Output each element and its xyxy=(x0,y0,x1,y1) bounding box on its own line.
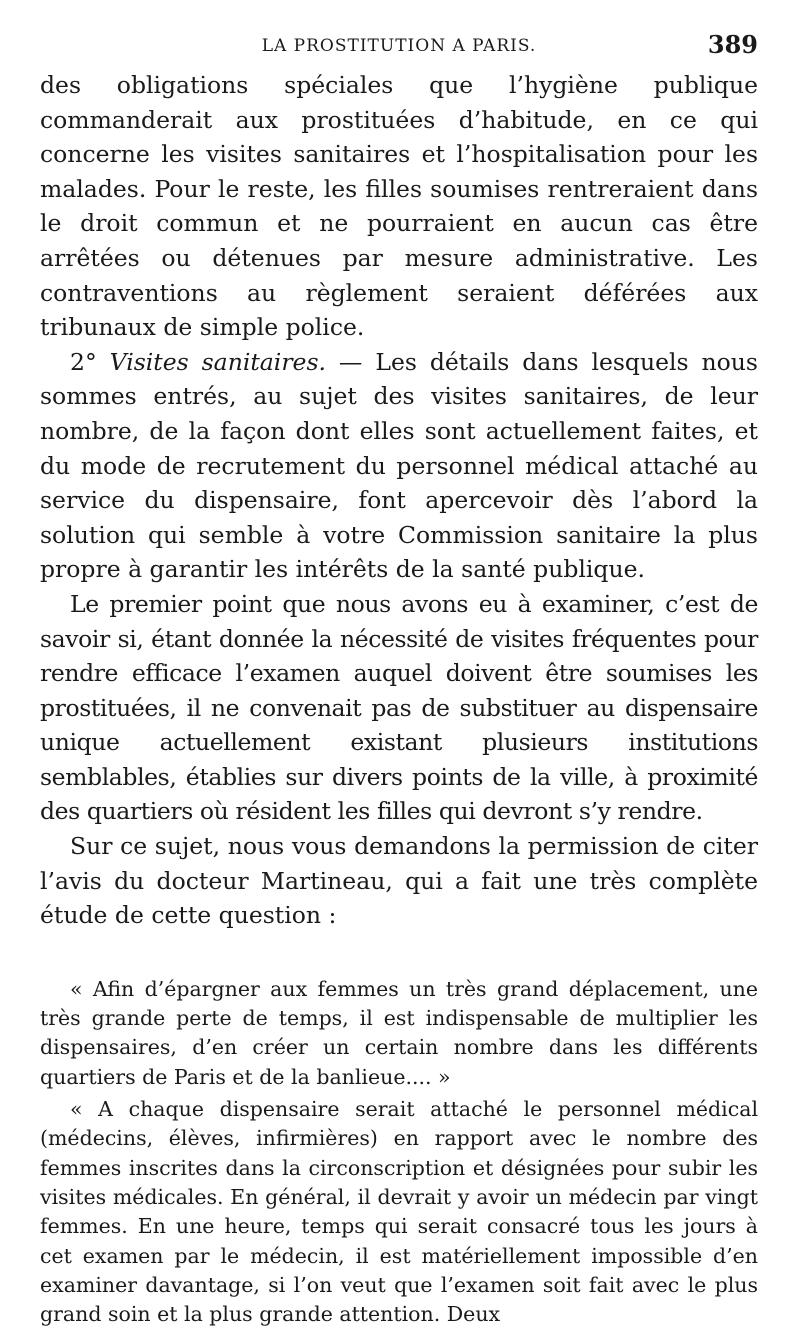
book-page xyxy=(40,28,758,1329)
section-number: 2° xyxy=(70,347,97,376)
section-heading: Visites sanitaires. xyxy=(109,347,326,376)
page-number: 389 xyxy=(707,30,758,59)
running-head: LA PROSTITUTION A PARIS. xyxy=(261,36,537,56)
section-text: — Les détails dans lesquels nous sommes entrés, au sujet des visites sanitaires, de leur nombre, de la façon dont elles sont actuellement faites, et du mode de recrutement du personnel médical attaché au service du dispensaire, font apercevoir dès l’abord la solution qui semble à votre Commission sanitaire la plus propre à garantir les intérêts de la santé publique. xyxy=(40,347,758,584)
paragraph-continuation: des obligations spéciales que l’hygiène publique commanderait aux prostituées d’habitude, en ce qui concerne les visites sanitaires et l’hospitalisation pour les malades. Pour le reste, les filles soumises rentreraient dans le droit commun et ne pourraient en aucun cas être arrêtées ou détenues par mesure administrative. Les contraventions au règlement seraient déférées aux tribunaux de simple police. xyxy=(40,71,758,342)
quote-paragraph: « A chaque dispensaire serait attaché le personnel médical (médecins, élèves, infirmières) en rapport avec le nombre des femmes inscrites dans la circonscription et désignées pour subir les visites médicales. En général, il devrait y avoir un médecin par vingt femmes. En une heure, temps qui serait consacré tous les jours à cet examen par le médecin, il est matériellement impossible d’en examiner davantage, si l’on veut que l’examen soit fait avec le plus grand soin et la plus grande attention. Deux xyxy=(40,1097,758,1327)
paragraph-sur-ce-sujet: Sur ce sujet, nous vous demandons la permission de citer l’avis du docteur Martineau, qui a fait une très complète étude de cette question : xyxy=(40,832,758,930)
paragraph-visites-sanitaires xyxy=(40,345,758,587)
main-text xyxy=(40,68,758,933)
quote-paragraph: « Afin d’épargner aux femmes un très grand déplacement, une très grande perte de temps, il est indispensable de multiplier les dispensaires, d’en créer un certain nombre dans les différents quartiers de Paris et de la banlieue.... » xyxy=(40,976,758,1089)
paragraph-premier-point: Le premier point que nous avons eu à examiner, c’est de savoir si, étant donnée la nécessité de visites fréquentes pour rendre efficace l’examen auquel doivent être soumises les prostituées, il ne convenait pas de substituer au dispensaire unique actuellement existant plusieurs institutions semblables, établies sur divers points de la ville, à proximité des quartiers où résident les filles qui devront s’y rendre. xyxy=(40,589,758,826)
page-header xyxy=(40,28,758,68)
quotation-block xyxy=(40,975,758,1330)
